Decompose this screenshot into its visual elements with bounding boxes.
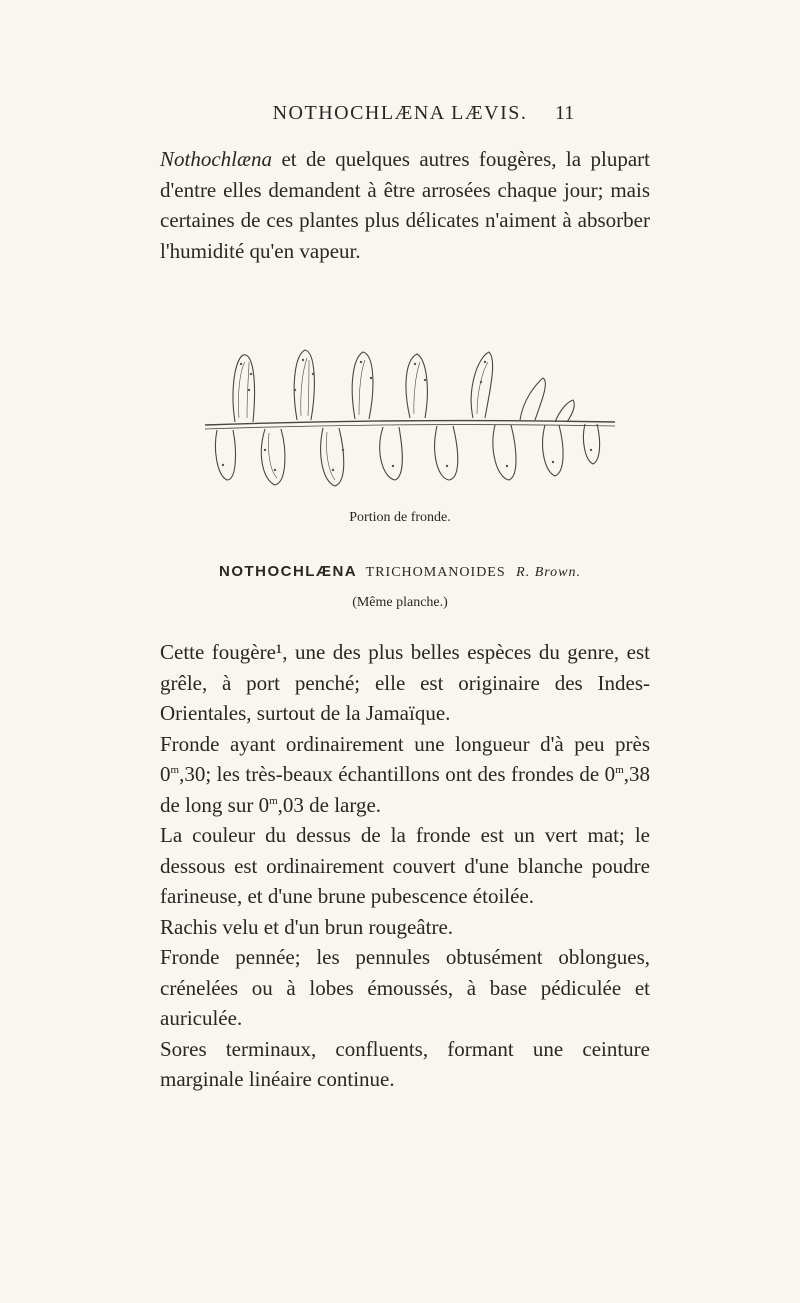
unit-metre: m (269, 794, 278, 807)
description-body (160, 637, 650, 1095)
species-epithet: TRICHOMANOIDES (365, 565, 506, 580)
paragraph-4: Rachis velu et d'un brun rougeâtre. (160, 914, 454, 939)
plate-note: (Même planche.) (352, 595, 448, 610)
genus-italic: Nothochlæna (160, 147, 273, 171)
species-author: R. Brown. (516, 565, 582, 580)
unit-metre: m (615, 764, 624, 776)
paragraph-2: Fronde ayant ordinairement une longueur d'à peu près 0$^m$,30; les très-beaux échantillons ont des frondes de 0$^m$,38 de long sur 0$^m$,03 de large. (160, 731, 650, 817)
figure-caption: Portion de fronde. (349, 510, 451, 525)
running-title: NOTHOCHLÆNA LÆVIS. (272, 102, 528, 124)
frond-illustration (205, 330, 615, 500)
paragraph-5: Fronde pennée; les pennules obtusément oblongues, crénelées ou à lobes émoussés, à base pédiculée et auriculée. (160, 945, 650, 1030)
species-heading (0, 563, 800, 581)
page-number: 11 (555, 102, 575, 124)
paragraph-6: Sores terminaux, confluents, formant une ceinture marginale linéaire continue. (160, 1036, 650, 1091)
species-genus: NOTHOCHLÆNA (218, 563, 358, 580)
intro-paragraph (160, 144, 650, 266)
paragraph-1: Cette fougère¹, une des plus belles espèces du genre, est grêle, à port penché; elle est originaire des Indes-Orientales, surtout de la Jamaïque. (160, 640, 650, 725)
intro-text: et de quelques autres fougères, la plupart d'entre elles demandent à être arrosées chaque jour; mais certaines de ces plantes plus délicates n'aiment à absorber l'humidité qu'en vapeur. (160, 147, 650, 263)
unit-metre: m (170, 764, 180, 776)
paragraph-3: La couleur du dessus de la fronde est un vert mat; le dessous est ordinairement couvert d'une blanche poudre farineuse, et d'une brune pubescence étoilée. (160, 823, 650, 908)
